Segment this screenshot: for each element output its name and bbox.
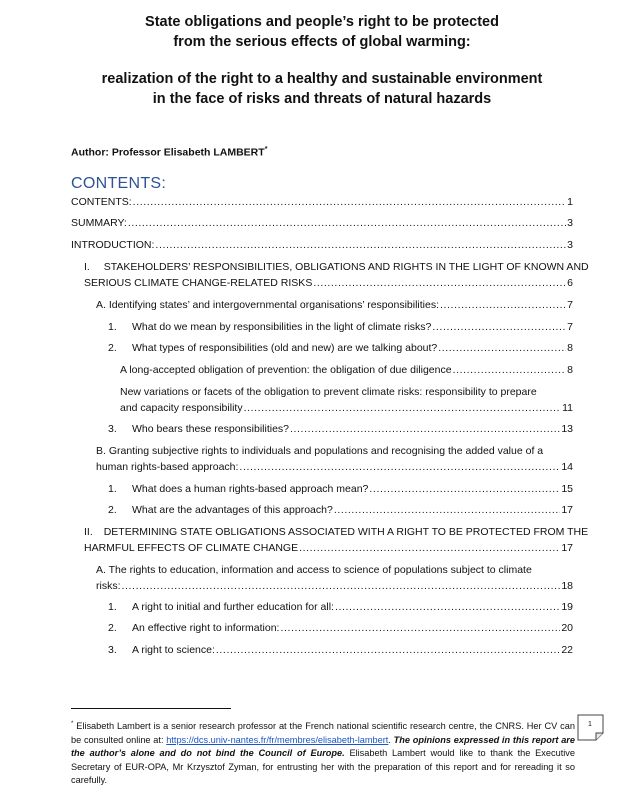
- toc-entry-section-1b2[interactable]: [108, 504, 573, 517]
- toc-leader: [122, 580, 561, 593]
- page-number: 1: [588, 721, 592, 728]
- title-line-1: State obligations and people’s right to be protected: [145, 14, 499, 30]
- toc-entry-text: risks:: [96, 580, 121, 592]
- footnote-separator: [71, 708, 231, 709]
- toc-entry-text: What does a human rights-based approach mean?: [132, 483, 369, 495]
- toc-page-number: 11: [562, 402, 573, 414]
- toc-leader: [335, 601, 560, 614]
- toc-entry-due-diligence[interactable]: [120, 364, 573, 377]
- toc-entry-text-line1: DETERMINING STATE OBLIGATIONS ASSOCIATED WITH A RIGHT TO BE PROTECTED FROM THE: [103, 526, 589, 538]
- toc-leader: [432, 321, 566, 334]
- toc-leader: [453, 364, 567, 377]
- toc-leader: [313, 277, 566, 290]
- toc-entry-text: A long-accepted obligation of prevention: the obligation of due diligence: [120, 364, 452, 376]
- toc-page-number: 6: [567, 277, 573, 289]
- toc-page-number: 19: [561, 601, 573, 613]
- toc-entry-number: 2.: [108, 342, 117, 354]
- toc-entry-summary[interactable]: [71, 217, 573, 230]
- toc-leader: [440, 299, 566, 312]
- subtitle-line-1: realization of the right to a healthy and sustainable environment: [101, 71, 543, 87]
- toc-entry-section-1b-line1[interactable]: [96, 445, 543, 458]
- toc-entry-text-line1: New variations or facets of the obligation to prevent climate risks: responsibility to prepare: [120, 386, 537, 398]
- title-line-2: from the serious effects of global warming:: [173, 34, 471, 50]
- page-corner-icon: [577, 714, 605, 742]
- toc-entry-text: Who bears these responsibilities?: [132, 423, 289, 435]
- toc-leader: [128, 217, 566, 230]
- toc-entry-number: 1.: [108, 601, 117, 613]
- toc-entry-section-2a[interactable]: [96, 580, 573, 593]
- toc-entry-text: What types of responsibilities (old and new) are we talking about?: [132, 342, 438, 354]
- toc-entry-section-2a-line1[interactable]: [96, 564, 532, 577]
- toc-entry-new-variations[interactable]: [120, 402, 573, 415]
- toc-leader: [280, 622, 560, 635]
- footnote-disclaimer: The opinions expressed in this report are the author’s alone and do not bind the Council of Europe.: [71, 734, 575, 759]
- toc-entry-number: 1.: [108, 483, 117, 495]
- toc-page-number: 8: [567, 342, 573, 354]
- toc-entry-text: SERIOUS CLIMATE CHANGE-RELATED RISKS: [84, 277, 313, 289]
- toc-leader: [334, 504, 561, 517]
- toc-entry-section-1b[interactable]: [96, 461, 573, 474]
- author-cv-link[interactable]: https://dcs.univ-nantes.fr/fr/membres/elisabeth-lambert: [166, 734, 389, 745]
- toc-leader: [369, 483, 560, 496]
- toc-page-number: 8: [567, 364, 573, 376]
- toc-entry-text: HARMFUL EFFECTS OF CLIMATE CHANGE: [84, 542, 299, 554]
- footnote-text-3: Elisabeth Lambert would like to thank the Executive Secretary of EUR-OPA, Mr Krzysztof Zyman, for entrusting her with the preparation of this report and for rereading it so carefully.: [71, 748, 575, 786]
- toc-page-number: 7: [567, 321, 573, 333]
- toc-page-number: 17: [561, 504, 573, 516]
- toc-entry-introduction[interactable]: [71, 239, 573, 252]
- toc-entry-section-2-line1[interactable]: [84, 526, 588, 539]
- toc-entry-section-1a[interactable]: [96, 299, 573, 312]
- page-number-badge: [577, 714, 605, 742]
- document-title: [0, 12, 644, 52]
- toc-entry-text-line1: B. Granting subjective rights to individuals and populations and recognising the added value of a: [96, 445, 544, 457]
- toc-entry-new-variations-line1[interactable]: [120, 386, 537, 399]
- toc-entry-text: human rights-based approach:: [96, 461, 239, 473]
- document-subtitle: [0, 69, 644, 109]
- toc-page-number: 7: [567, 299, 573, 311]
- toc-page-number: 3: [567, 217, 573, 229]
- toc-entry-section-1a3[interactable]: [108, 423, 573, 436]
- toc-entry-section-2[interactable]: [84, 542, 573, 555]
- contents-heading: CONTENTS:: [71, 175, 167, 192]
- toc-entry-section-1a2[interactable]: [108, 342, 573, 355]
- author-label: Author: Professor Elisabeth LAMBERT: [71, 146, 265, 159]
- footnote-text-2: .: [388, 734, 394, 745]
- toc-entry-text: A right to science:: [132, 644, 215, 656]
- toc-entry-number: 2.: [108, 622, 117, 634]
- toc-entry-number: 2.: [108, 504, 117, 516]
- toc-entry-text: What do we mean by responsibilities in the light of climate risks?: [132, 321, 432, 333]
- toc-entry-section-2a2[interactable]: [108, 622, 573, 635]
- toc-page-number: 1: [567, 196, 573, 208]
- toc-page-number: 17: [561, 542, 573, 554]
- toc-leader: [290, 423, 560, 436]
- toc-leader: [244, 402, 562, 415]
- footnote-marker: *: [71, 721, 74, 727]
- toc-entry-contents[interactable]: [71, 196, 573, 209]
- footnote-text-1: Elisabeth Lambert is a senior research professor at the French national scientific research centre, the CNRS. Her CV can be consulted online at:: [71, 721, 575, 745]
- toc-entry-text: What are the advantages of this approach?: [132, 504, 333, 516]
- toc-leader: [155, 239, 566, 252]
- toc-entry-text-line1: STAKEHOLDERS’ RESPONSIBILITIES, OBLIGATIONS AND RIGHTS IN THE LIGHT OF KNOWN AND: [103, 261, 589, 273]
- footnote: [71, 718, 575, 788]
- toc-entry-text: A. Identifying states’ and intergovernmental organisations’ responsibilities:: [96, 299, 439, 311]
- toc-page-number: 18: [561, 580, 573, 592]
- toc-entry-text: INTRODUCTION:: [71, 239, 155, 251]
- toc-entry-text: An effective right to information:: [132, 622, 280, 634]
- toc-entry-section-2a3[interactable]: [108, 644, 573, 657]
- author-footnote-marker: *: [264, 146, 268, 153]
- toc-entry-section-1b1[interactable]: [108, 483, 573, 496]
- toc-entry-section-2a1[interactable]: [108, 601, 573, 614]
- toc-page-number: 3: [567, 239, 573, 251]
- toc-page-number: 15: [561, 483, 573, 495]
- toc-page-number: 20: [561, 622, 573, 634]
- toc-leader: [133, 196, 566, 209]
- toc-entry-text: and capacity responsibility: [120, 402, 243, 414]
- toc-leader: [239, 461, 560, 474]
- toc-entry-section-1[interactable]: [84, 277, 573, 290]
- toc-entry-number: 3.: [108, 423, 117, 435]
- toc-page-number: 13: [561, 423, 573, 435]
- toc-leader: [438, 342, 566, 355]
- toc-entry-number: II.: [84, 526, 93, 538]
- toc-entry-section-1-line1[interactable]: [84, 261, 589, 274]
- author-line: [71, 146, 267, 159]
- toc-leader: [299, 542, 560, 555]
- toc-page-number: 14: [561, 461, 573, 473]
- toc-entry-text: SUMMARY:: [71, 217, 127, 229]
- toc-entry-text-line1: A. The rights to education, information and access to science of populations subject to climate: [96, 564, 532, 576]
- toc-entry-text: A right to initial and further education for all:: [132, 601, 334, 613]
- toc-entry-number: 1.: [108, 321, 117, 333]
- toc-page-number: 22: [561, 644, 573, 656]
- toc-entry-number: 3.: [108, 644, 117, 656]
- toc-entry-number: I.: [84, 261, 90, 273]
- subtitle-line-2: in the face of risks and threats of natural hazards: [152, 91, 492, 107]
- toc-entry-text: CONTENTS:: [71, 196, 132, 208]
- toc-leader: [216, 644, 560, 657]
- toc-entry-section-1a1[interactable]: [108, 321, 573, 334]
